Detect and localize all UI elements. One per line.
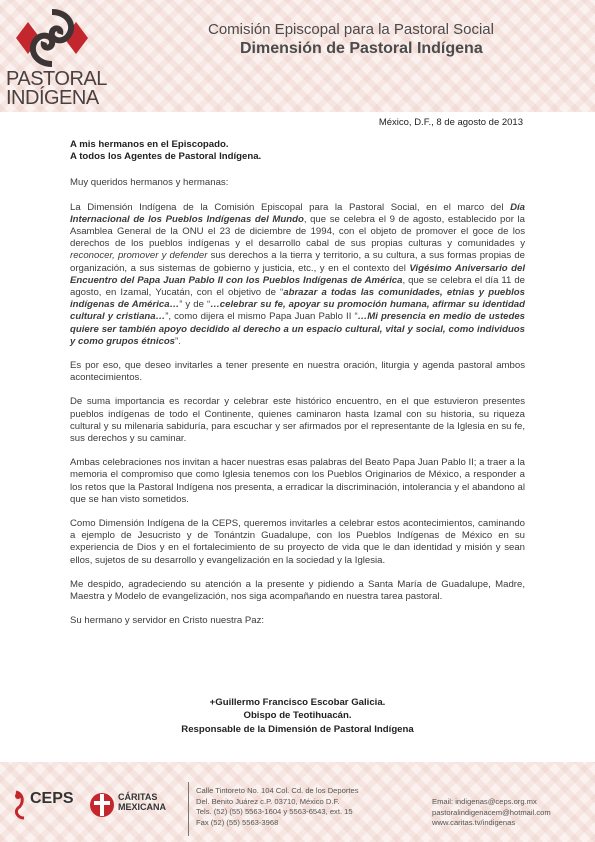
paragraph-4: Ambas celebraciones nos invitan a hacer nuestras esas palabras del Beato Papa Juan Pablo II; a traer a la memoria el compromiso que como Iglesia tenemos con los Pueblos Originarios de México, a responder a los retos que la Pastoral Indígena nos presenta, a erradicar la discriminación, intolerancia y el abandono al que se han visto sometidos. — [70, 457, 525, 505]
dimension-subtitle: Dimensión de Pastoral Indígena — [240, 40, 483, 57]
p1-text-k: ”, como dijera el mismo Papa Juan Pablo II “ — [165, 311, 358, 323]
caritas-line2: MEXICANA — [118, 802, 167, 812]
salutation-line2: A todos los Agentes de Pastoral Indígena. — [70, 151, 262, 163]
footer-divider — [188, 782, 189, 836]
letter-date: México, D.F., 8 de agosto de 2013 — [378, 117, 523, 128]
closing: Su hermano y servidor en Cristo nuestra Paz: — [70, 615, 265, 627]
p1-text-e: sus derechos a la tierra y territorio, a su cultura, a sus formas propias de organización, a sus sistemas de gobierno y justicia, etc., y en el contexto del — [70, 250, 525, 274]
email-line-2[interactable]: pastoralindigenacem@hotmail.com — [432, 807, 551, 817]
fax-line: Fax (52) (55) 5563-3968 — [196, 817, 279, 827]
caritas-line1: CÁRITAS — [118, 792, 158, 802]
logo-text — [6, 68, 107, 109]
p1-text-d: reconocer, promover y defender — [70, 250, 208, 262]
phone-line: Tels. (52) (55) 5563-1604 y 5563-6543, ext. 15 — [196, 807, 353, 817]
signer-role: Obispo de Teotihuacán. — [243, 710, 352, 722]
p1-text-i: ” y de “ — [179, 299, 211, 311]
p1-quote-2: …celebrar su fe, apoyar su promoción humana, afirmar su identidad cultural y cristiana… — [70, 299, 526, 323]
address-line: Del. Benito Juárez c.P. 03710, México D.F. — [196, 796, 340, 806]
caritas-label — [118, 792, 166, 812]
letter-body — [70, 139, 525, 640]
p1-quote-1: abrazar a todas las comunidades, etnias y pueblos indígenas de América… — [70, 287, 525, 311]
website-link[interactable]: www.caritas.tv/indigenas — [432, 818, 516, 828]
greeting: Muy queridos hermanos y hermanas: — [70, 177, 229, 189]
email-line[interactable]: Email: indigenas@ceps.org.mx — [432, 797, 537, 806]
letterhead-title — [208, 20, 578, 58]
paragraph-1 — [70, 202, 525, 348]
salutation-line1: A mis hermanos en el Episcopado. — [70, 139, 229, 150]
paragraph-5: Como Dimensión Indígena de la CEPS, queremos invitarles a celebrar estos acontecimientos, caminando a ejemplo de Jesucristo y de Tonántzin Guadalupe, con los Pueblos Indígenas de México en su experiencia de Dios y en el fortalecimiento de su proyecto de vida que le dan identidad y misión y sean ellos, sujetos de su desarrollo y evangelización en la sociedad y la Iglesia. — [70, 518, 525, 566]
paragraph-2: Es por eso, que deseo invitarles a tener presente en nuestra oración, liturgia y agenda pastoral ambos acontecimientos. — [70, 360, 525, 384]
footer-address — [196, 786, 426, 828]
p1-event-name: Día Internacional de los Pueblos Indígenas del Mundo — [70, 201, 525, 225]
signer-name: +Guillermo Francisco Escobar Galicia. — [209, 697, 386, 708]
commission-title: Comisión Episcopal para la Pastoral Social — [208, 21, 494, 38]
footer-contact — [432, 797, 592, 829]
signer-position: Responsable de la Dimensión de Pastoral Indígena — [181, 723, 414, 735]
pastoral-indigena-logo-icon — [10, 8, 94, 68]
signature-block — [70, 696, 525, 736]
p1-text-g: , que se celebra el día 11 de agosto, en Izamal, Yucatán, con el objetivo de “ — [70, 274, 525, 299]
p1-anniversary: Vigésimo Aniversario del Encuentro del Papa Juan Pablo II con los Pueblos Indígenas de América — [70, 262, 526, 286]
salutation — [70, 139, 525, 163]
p1-quote-3: …Mi presencia en medio de ustedes quiere ser también apoyo decidido al derecho a un espacio cultural, vital y social, como individuos y como grupos étnicos — [70, 311, 526, 347]
paragraph-6: Me despido, agradeciendo su atención a la presente y pidiendo a Santa María de Guadalupe, Madre, Maestra y Modelo de evangelización, nos siga acompañando en nuestra tarea pastoral. — [70, 578, 525, 603]
ceps-label: CEPS — [30, 790, 74, 807]
logo-line2: INDÍGENA — [6, 87, 99, 109]
address-line: Calle Tintoreto No. 104 Col. Cd. de los Deportes — [196, 786, 359, 795]
p1-text-m: ”. — [175, 335, 181, 347]
p1-text-a: La Dimensión Indígena de la Comisión Episcopal para la Pastoral Social, en el marco del — [70, 201, 511, 213]
paragraph-3: De suma importancia es recordar y celebrar este histórico encuentro, en el que estuvieron presentes pueblos indígenas de todo el Continente, quienes caminaron hasta Izamal con su historia, su riqueza cultural y su milenaria sabiduría, para escuchar y ser afirmados por el representante de la Iglesia en su fe, sus derechos y su caminar. — [70, 396, 525, 445]
logo-line1: PASTORAL — [6, 68, 107, 90]
p1-text-c: , que se celebra el 9 de agosto, establecido por la Asamblea General de la ONU el 23 de diciembre de 1994, con el objeto de promover el goce de los derechos de los pueblos indígenas y el desarrollo cabal de sus propias culturas y comunidades y — [70, 213, 525, 250]
